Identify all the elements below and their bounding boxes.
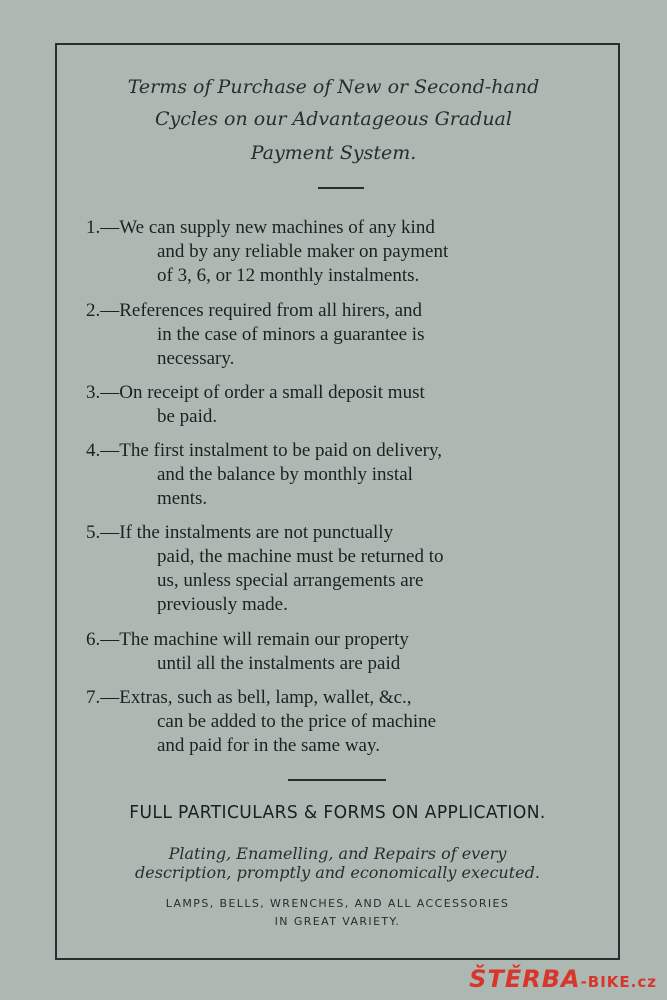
- term-5-line-3: us, unless special arrangements are: [157, 570, 424, 591]
- term-5-line-1: 5.—If the instalments are not punctually: [86, 522, 394, 543]
- term-7-line-1: 7.—Extras, such as bell, lamp, wallet, &c.,: [86, 687, 412, 708]
- term-1-line-3: of 3, 6, or 12 monthly instalments.: [157, 265, 420, 286]
- term-3-line-1: 3.—On receipt of order a small deposit must: [86, 382, 425, 403]
- term-1-line-1: 1.—We can supply new machines of any kind: [86, 217, 435, 238]
- term-5-line-4: previously made.: [157, 594, 288, 615]
- term-4-line-2: and the balance by monthly instal: [157, 464, 413, 485]
- term-4: [86, 439, 594, 511]
- plating-line-1: Plating, Enamelling, and Repairs of every: [168, 844, 507, 863]
- term-4-line-3: ments.: [157, 488, 208, 509]
- term-7-line-2: can be added to the price of machine: [157, 711, 437, 732]
- watermark-brand: ŠTĚRBA: [469, 965, 581, 993]
- heading-line-3: Payment System.: [250, 142, 417, 164]
- site-watermark: [469, 964, 657, 997]
- term-1: [86, 216, 594, 288]
- term-5: [86, 521, 594, 617]
- particulars-heading: FULL PARTICULARS & FORMS ON APPLICATION.: [129, 802, 546, 823]
- term-2: [86, 299, 594, 371]
- heading-divider: [318, 187, 364, 189]
- watermark-suffix: -BIKE.cz: [580, 973, 657, 991]
- term-1-line-2: and by any reliable maker on payment: [157, 241, 449, 262]
- heading-line-1: Terms of Purchase of New or Second-hand: [127, 76, 540, 98]
- accessories-line-1: LAMPS, BELLS, WRENCHES, AND ALL ACCESSORIES: [165, 897, 510, 910]
- term-6: [86, 628, 594, 676]
- term-7: [86, 686, 594, 758]
- accessories-line-2: IN GREAT VARIETY.: [274, 915, 401, 928]
- term-7-line-3: and paid for in the same way.: [157, 735, 380, 756]
- term-3-line-2: be paid.: [157, 406, 218, 427]
- term-4-line-1: 4.—The first instalment to be paid on delivery,: [86, 440, 442, 461]
- term-2-line-1: 2.—References required from all hirers, and: [86, 300, 423, 321]
- term-6-line-2: until all the instalments are paid: [157, 653, 401, 674]
- term-3: [86, 381, 594, 429]
- section-divider: [288, 779, 386, 781]
- plating-line-2: description, promptly and economically executed.: [135, 863, 540, 882]
- term-2-line-2: in the case of minors a guarantee is: [157, 324, 425, 345]
- heading-line-2: Cycles on our Advantageous Gradual: [155, 108, 512, 130]
- term-2-line-3: necessary.: [157, 348, 235, 369]
- term-6-line-1: 6.—The machine will remain our property: [86, 629, 409, 650]
- term-5-line-2: paid, the machine must be returned to: [157, 546, 444, 567]
